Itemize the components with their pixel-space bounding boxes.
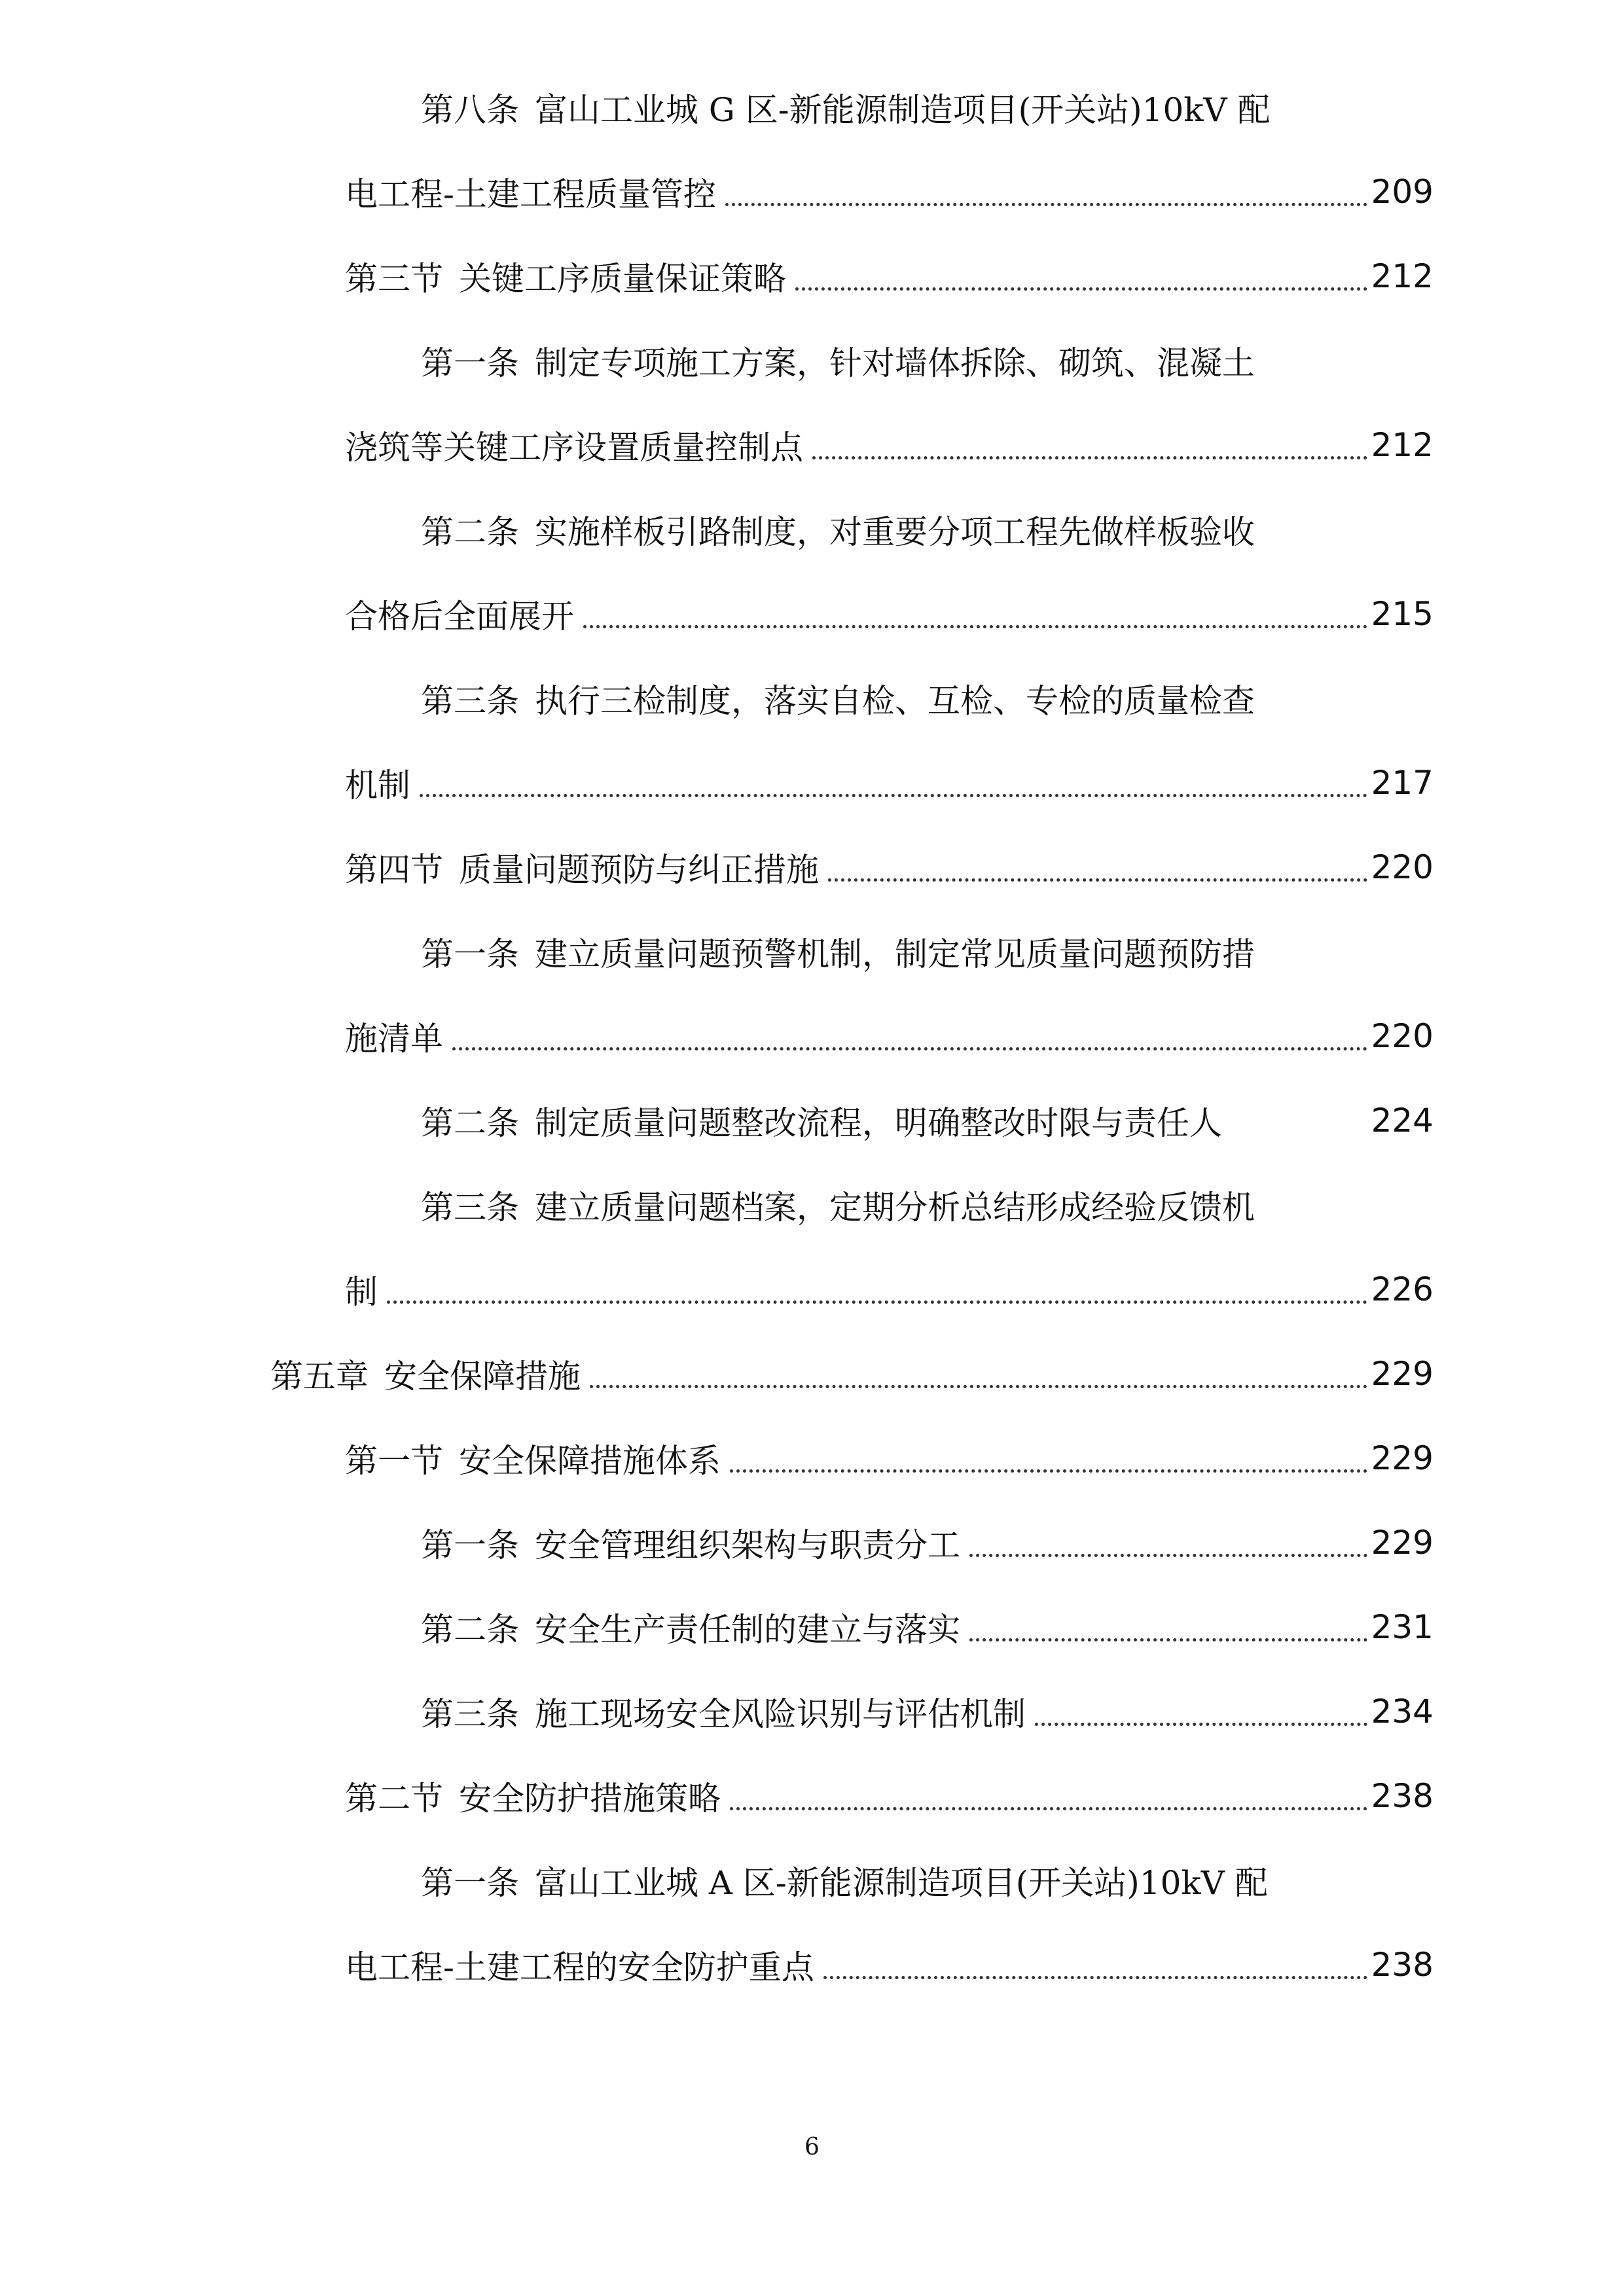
toc-label: 第二条 xyxy=(421,1104,519,1142)
toc-page-number: 231 xyxy=(1371,1608,1434,1646)
toc-leader-dots xyxy=(823,1976,1367,1979)
toc-page-number: 220 xyxy=(1371,1017,1434,1055)
toc-title: 质量问题预防与纠正措施 xyxy=(459,851,819,889)
toc-label: 第一条 xyxy=(421,1864,519,1902)
toc-leader-dots xyxy=(795,287,1367,291)
toc-entry[interactable] xyxy=(345,1010,1434,1062)
toc-entry[interactable] xyxy=(345,1939,1434,1991)
toc-leader-dots xyxy=(828,878,1367,882)
toc-entry[interactable] xyxy=(421,503,1434,556)
toc-label: 第三条 xyxy=(421,1189,519,1227)
toc-title: 执行三检制度，落实自检、互检、专检的质量检查 xyxy=(535,682,1255,720)
toc-leader-dots xyxy=(590,1385,1367,1388)
toc-title: 施清单 xyxy=(345,1020,443,1058)
toc-entry[interactable] xyxy=(421,1179,1434,1231)
toc-title: 富山工业城 A 区-新能源制造项目(开关站)10kV 配 xyxy=(535,1864,1268,1902)
toc-label: 第三节 xyxy=(345,260,443,298)
toc-leader-dots xyxy=(725,203,1367,206)
toc-label: 第二条 xyxy=(421,1611,519,1649)
toc-label: 第一条 xyxy=(421,935,519,973)
toc-leader-dots xyxy=(387,1300,1367,1304)
toc-entry[interactable] xyxy=(421,1601,1434,1653)
toc-leader-dots xyxy=(583,625,1367,628)
toc-entry[interactable] xyxy=(421,672,1434,725)
toc-entry[interactable] xyxy=(421,1094,1434,1147)
toc-page-number: 238 xyxy=(1371,1777,1434,1815)
toc-label: 第二节 xyxy=(345,1780,443,1818)
toc-title: 实施样板引路制度，对重要分项工程先做样板验收 xyxy=(535,513,1255,551)
toc-page-number: 212 xyxy=(1371,257,1434,295)
toc-page-number: 229 xyxy=(1371,1524,1434,1562)
toc-page-number: 229 xyxy=(1371,1439,1434,1477)
toc-page-number: 234 xyxy=(1371,1693,1434,1731)
toc-leader-dots xyxy=(812,456,1367,459)
toc-page-number: 217 xyxy=(1371,764,1434,802)
toc-leader-dots xyxy=(730,1807,1367,1810)
toc-label: 第三条 xyxy=(421,1695,519,1733)
toc-page-number: 238 xyxy=(1371,1946,1434,1984)
toc-page-number: 212 xyxy=(1371,426,1434,464)
toc-entry[interactable] xyxy=(345,1263,1434,1316)
toc-label: 第一条 xyxy=(421,344,519,382)
toc-title: 关键工序质量保证策略 xyxy=(459,260,786,298)
toc-label: 第四节 xyxy=(345,851,443,889)
toc-entry[interactable] xyxy=(270,1348,1434,1400)
toc-label: 第一节 xyxy=(345,1442,443,1480)
toc-leader-dots xyxy=(730,1469,1367,1473)
toc-title: 安全保障措施 xyxy=(384,1357,581,1395)
toc-entry[interactable] xyxy=(421,81,1434,134)
toc-page-number: 209 xyxy=(1371,173,1434,211)
toc-title: 制定专项施工方案，针对墙体拆除、砌筑、混凝土 xyxy=(535,344,1255,382)
toc-entry[interactable] xyxy=(421,925,1434,978)
toc-entry[interactable] xyxy=(421,1685,1434,1738)
toc-entry[interactable] xyxy=(345,166,1434,218)
toc-leader-dots xyxy=(969,1638,1367,1641)
toc-leader-dots xyxy=(452,1047,1367,1050)
toc-leader-dots xyxy=(1035,1723,1367,1726)
toc-title: 机制 xyxy=(345,766,410,804)
toc-leader-dots xyxy=(420,794,1367,797)
toc-title: 安全防护措施策略 xyxy=(459,1780,721,1818)
toc-entry[interactable] xyxy=(345,1770,1434,1822)
toc-page-number: 215 xyxy=(1371,595,1434,633)
toc-entry[interactable] xyxy=(421,334,1434,387)
toc-title: 施工现场安全风险识别与评估机制 xyxy=(535,1695,1026,1733)
toc-title: 制定质量问题整改流程，明确整改时限与责任人 xyxy=(535,1104,1222,1142)
toc-entry[interactable] xyxy=(345,588,1434,640)
toc-entry[interactable] xyxy=(345,250,1434,302)
toc-title: 浇筑等关键工序设置质量控制点 xyxy=(345,429,803,467)
toc-title: 建立质量问题档案，定期分析总结形成经验反馈机 xyxy=(535,1189,1255,1227)
toc-entry[interactable] xyxy=(345,757,1434,809)
toc-title: 电工程-土建工程质量管控 xyxy=(345,175,716,213)
toc-label: 第八条 xyxy=(421,91,519,129)
toc-page-number: 229 xyxy=(1371,1355,1434,1393)
toc-page-number: 220 xyxy=(1371,848,1434,886)
toc-page-number: 224 xyxy=(1371,1102,1434,1139)
toc-label: 第三条 xyxy=(421,682,519,720)
toc-label: 第五章 xyxy=(270,1357,369,1395)
toc-title: 电工程-土建工程的安全防护重点 xyxy=(345,1948,814,1986)
toc-title: 富山工业城 G 区-新能源制造项目(开关站)10kV 配 xyxy=(535,91,1271,129)
toc-title: 制 xyxy=(345,1273,378,1311)
toc-title: 安全保障措施体系 xyxy=(459,1442,721,1480)
toc-entry[interactable] xyxy=(345,419,1434,471)
toc-title: 安全生产责任制的建立与落实 xyxy=(535,1611,960,1649)
toc-entry[interactable] xyxy=(345,841,1434,893)
toc-leader-dots xyxy=(969,1554,1367,1557)
toc-label: 第二条 xyxy=(421,513,519,551)
toc-entry[interactable] xyxy=(345,1432,1434,1484)
toc-page-number: 226 xyxy=(1371,1270,1434,1308)
toc-entry[interactable] xyxy=(421,1516,1434,1569)
toc-label: 第一条 xyxy=(421,1526,519,1564)
toc-title: 安全管理组织架构与职责分工 xyxy=(535,1526,960,1564)
page-number: 6 xyxy=(804,2134,820,2161)
toc-title: 合格后全面展开 xyxy=(345,598,574,636)
toc-title: 建立质量问题预警机制，制定常见质量问题预防措 xyxy=(535,935,1255,973)
toc-entry[interactable] xyxy=(421,1854,1434,1907)
